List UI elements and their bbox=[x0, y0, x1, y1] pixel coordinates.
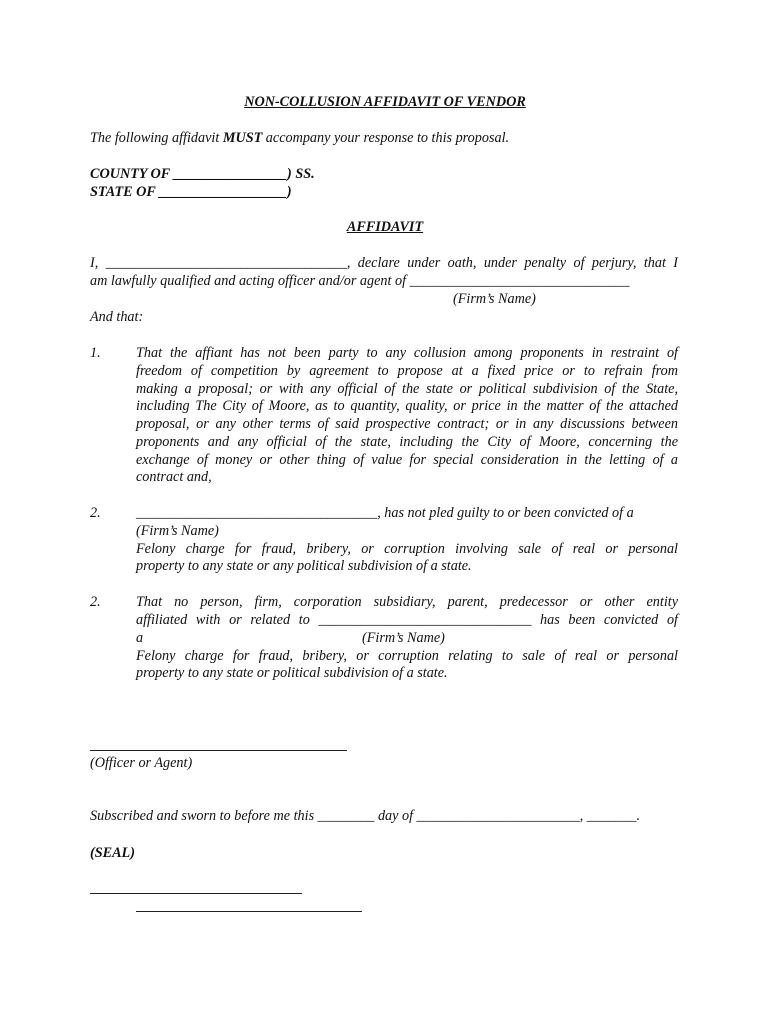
item-3-line-1: That no person, firm, corporation subsidiary, parent, predecessor or other entity bbox=[136, 594, 678, 610]
notary-commission-line bbox=[136, 911, 362, 912]
intro-emphasis: MUST bbox=[222, 130, 263, 146]
item-2-line-2: Felony charge for fraud, bribery, or corruption involving sale of real or personal bbox=[136, 541, 678, 557]
item-1-line: proponents and any official of the state, including the City of Moore, concerning the bbox=[136, 434, 678, 450]
item-2-line-1: __________________________________, has not pled guilty to or been convicted of a bbox=[136, 505, 634, 521]
intro-text-after: accompany your response to this proposal. bbox=[262, 130, 510, 146]
intro-line bbox=[90, 130, 509, 148]
oath-line-1: I, __________________________________, declare under oath, under penalty of perjury, that I bbox=[90, 255, 678, 271]
intro-text-before: The following affidavit bbox=[90, 130, 223, 146]
item-1-line: contract and, bbox=[136, 469, 212, 485]
oath-firm-label: (Firm’s Name) bbox=[453, 291, 536, 307]
item-1-number: 1. bbox=[90, 345, 101, 361]
oath-line-2: am lawfully qualified and acting officer and/or agent of _______________________________ bbox=[90, 273, 630, 289]
subscribed-line: Subscribed and sworn to before me this ________ day of _______________________, _______. bbox=[90, 808, 641, 824]
officer-signature-line bbox=[90, 750, 347, 751]
item-1-line: That the affiant has not been party to any collusion among proponents in restraint of bbox=[136, 345, 678, 361]
item-2-number: 2. bbox=[90, 505, 101, 521]
item-1-line: proposal, or any other terms of said prospective contract; or in any discussions between bbox=[136, 416, 678, 432]
item-1-line: freedom of competition by agreement to propose at a fixed price or to refrain from bbox=[136, 363, 678, 379]
affidavit-heading: AFFIDAVIT bbox=[346, 219, 424, 235]
and-that-label: And that: bbox=[90, 309, 144, 325]
item-1-line: making a proposal; or with any official of the state or political subdivision of the State, bbox=[136, 381, 678, 397]
state-line: STATE OF __________________) bbox=[90, 184, 292, 200]
county-line: COUNTY OF ________________) SS. bbox=[90, 166, 315, 182]
item-1-line: exchange of money or other thing of value for special consideration in the letting of a bbox=[136, 452, 678, 468]
notary-signature-line bbox=[90, 893, 302, 894]
item-3-line-5: property to any state or political subdivision of a state. bbox=[136, 665, 448, 681]
item-2-line-3: property to any state or any political subdivision of a state. bbox=[136, 558, 472, 574]
document-title: NON-COLLUSION AFFIDAVIT OF VENDOR bbox=[244, 94, 526, 110]
item-2-firm-label: (Firm’s Name) bbox=[136, 523, 219, 539]
item-3-line-2: affiliated with or related to ______________________________ has been convicted of bbox=[136, 612, 678, 628]
item-3-line-4: Felony charge for fraud, bribery, or corruption relating to sale of real or personal bbox=[136, 648, 678, 664]
item-3-line-3a: a bbox=[136, 630, 144, 646]
item-1-line: including The City of Moore, as to quantity, quality, or price in the matter of the attached bbox=[136, 398, 678, 414]
seal-label: (SEAL) bbox=[90, 845, 135, 861]
officer-label: (Officer or Agent) bbox=[90, 755, 193, 771]
item-3-number: 2. bbox=[90, 594, 101, 610]
item-3-firm-label: (Firm’s Name) bbox=[362, 630, 445, 646]
